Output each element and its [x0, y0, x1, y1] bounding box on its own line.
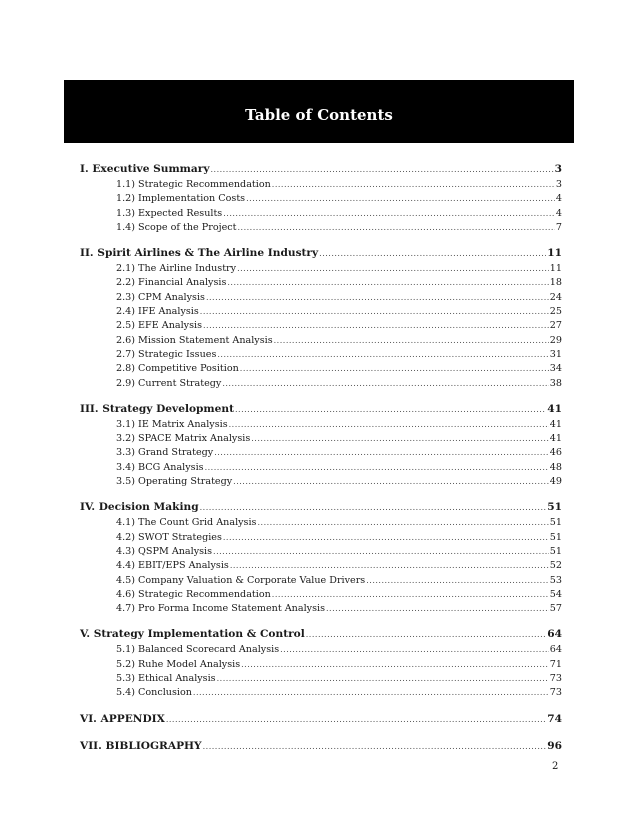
toc-entry-label: 2.9) Current Strategy [116, 377, 222, 389]
dot-leader [227, 278, 548, 287]
toc-entry[interactable] [80, 349, 562, 363]
toc-entry-label: 3.5) Operating Strategy [116, 476, 233, 488]
toc-entry-page: 71 [549, 658, 562, 670]
dot-leader [166, 715, 546, 724]
toc-entry[interactable] [80, 419, 562, 433]
toc-entry-page: 57 [549, 603, 562, 615]
toc-entry-label: 4.1) The Count Grid Analysis [116, 517, 257, 529]
toc-entry[interactable] [80, 179, 562, 193]
toc-entry-label: 2.5) EFE Analysis [116, 320, 202, 332]
toc-entry[interactable] [80, 306, 562, 320]
title-banner [64, 80, 574, 143]
toc-section-heading-label: V. Strategy Implementation & Control [80, 628, 305, 641]
toc-entry-page: 31 [549, 348, 562, 360]
toc-section-heading[interactable] [80, 163, 562, 179]
toc-section-heading[interactable] [80, 740, 562, 756]
toc-entry-page: 51 [549, 517, 562, 529]
toc-entry-label: 5.2) Ruhe Model Analysis [116, 658, 241, 670]
toc-section-heading-page: 51 [547, 501, 562, 514]
toc-entry[interactable] [80, 222, 562, 236]
dot-leader [200, 503, 547, 512]
dot-leader [246, 194, 555, 203]
dot-leader [326, 604, 549, 613]
toc-entry-label: 4.6) Strategic Recommendation [116, 588, 271, 600]
dot-leader [272, 180, 555, 189]
toc-entry-label: 2.1) The Airline Industry [116, 263, 237, 275]
toc-entry-page: 4 [555, 207, 562, 219]
toc-entry[interactable] [80, 532, 562, 546]
dot-leader [200, 307, 549, 316]
toc-entry-label: 5.1) Balanced Scorecard Analysis [116, 644, 280, 656]
toc-section-heading[interactable] [80, 247, 562, 263]
dot-leader [203, 742, 547, 751]
toc-entry-page: 41 [549, 418, 562, 430]
dot-leader [235, 405, 546, 414]
dot-leader [211, 165, 554, 174]
toc-entry-page: 27 [549, 320, 562, 332]
dot-leader [257, 518, 548, 527]
toc-section-heading-page: 64 [547, 628, 562, 641]
toc-section-heading[interactable] [80, 713, 562, 729]
toc-entry-label: 2.3) CPM Analysis [116, 291, 205, 303]
toc-section-heading-label: I. Executive Summary [80, 163, 210, 175]
toc-entry-label: 3.3) Grand Strategy [116, 447, 214, 459]
toc-entry-label: 2.6) Mission Statement Analysis [116, 334, 273, 346]
toc-entry-label: 4.5) Company Valuation & Corporate Value Drivers [116, 574, 366, 586]
toc-section-heading-label: IV. Decision Making [80, 501, 199, 514]
dot-leader [205, 463, 549, 472]
dot-leader [272, 590, 549, 599]
toc-title: Table of Contents [245, 105, 393, 124]
dot-leader [217, 350, 548, 359]
toc-entry[interactable] [80, 644, 562, 658]
dot-leader [223, 533, 549, 542]
dot-leader [240, 364, 549, 373]
toc-entry-page: 52 [549, 560, 562, 572]
toc-section-heading-page: 96 [547, 739, 562, 752]
toc-entry-label: 2.4) IFE Analysis [116, 306, 199, 318]
toc-section [80, 713, 562, 729]
toc-section [80, 247, 562, 392]
toc-entry-label: 3.1) IE Matrix Analysis [116, 418, 228, 430]
toc-entry-page: 51 [549, 531, 562, 543]
toc-section-heading-page: 74 [547, 712, 562, 725]
dot-leader [206, 293, 549, 302]
toc-entry-page: 4 [555, 193, 562, 205]
toc-entry-page: 29 [549, 334, 562, 346]
toc-entry[interactable] [80, 603, 562, 617]
toc-entry[interactable] [80, 320, 562, 334]
toc-entry[interactable] [80, 575, 562, 589]
dot-leader [251, 434, 549, 443]
toc-entry-label: 4.7) Pro Forma Income Statement Analysis [116, 603, 325, 615]
toc-section-heading-label: II. Spirit Airlines & The Airline Industry [80, 247, 319, 260]
toc-entry-page: 25 [549, 306, 562, 318]
toc-section [80, 740, 562, 756]
toc-entry-label: 3.2) SPACE Matrix Analysis [116, 433, 251, 445]
table-of-contents [80, 163, 562, 767]
toc-section-heading-page: 11 [547, 247, 562, 260]
toc-entry-page: 73 [549, 687, 562, 699]
toc-entry-label: 2.8) Competitive Position [116, 363, 239, 375]
dot-leader [366, 576, 549, 585]
toc-entry-page: 49 [549, 476, 562, 488]
toc-entry-page: 46 [549, 447, 562, 459]
dot-leader [274, 336, 549, 345]
dot-leader [237, 264, 549, 273]
toc-entry[interactable] [80, 447, 562, 461]
toc-entry-label: 4.4) EBIT/EPS Analysis [116, 560, 229, 572]
toc-section-heading-page: 3 [554, 163, 562, 175]
toc-section-heading[interactable] [80, 628, 562, 644]
toc-entry[interactable] [80, 560, 562, 574]
toc-section-heading[interactable] [80, 403, 562, 419]
dot-leader [222, 379, 548, 388]
toc-entry-page: 7 [555, 221, 562, 233]
dot-leader [280, 645, 549, 654]
toc-entry[interactable] [80, 263, 562, 277]
toc-entry-page: 48 [549, 461, 562, 473]
toc-entry[interactable] [80, 659, 562, 673]
toc-entry-page: 38 [549, 377, 562, 389]
toc-entry[interactable] [80, 193, 562, 207]
toc-entry[interactable] [80, 277, 562, 291]
toc-section-heading-page: 41 [547, 402, 562, 415]
toc-entry[interactable] [80, 517, 562, 531]
toc-section-heading-label: III. Strategy Development [80, 402, 234, 415]
dot-leader [230, 561, 549, 570]
dot-leader [213, 547, 549, 556]
toc-entry-label: 2.7) Strategic Issues [116, 348, 217, 360]
dot-leader [214, 448, 549, 457]
toc-entry[interactable] [80, 433, 562, 447]
toc-entry[interactable] [80, 546, 562, 560]
dot-leader [241, 660, 549, 669]
toc-entry-page: 54 [549, 588, 562, 600]
toc-entry-page: 53 [549, 574, 562, 586]
toc-entry[interactable] [80, 378, 562, 392]
toc-entry-label: 1.2) Implementation Costs [116, 193, 246, 205]
toc-entry-page: 18 [549, 277, 562, 289]
toc-entry[interactable] [80, 687, 562, 701]
toc-section-heading-label: VI. APPENDIX [80, 712, 165, 725]
toc-section-heading[interactable] [80, 501, 562, 517]
toc-entry-label: 5.3) Ethical Analysis [116, 673, 216, 685]
dot-leader [203, 321, 549, 330]
toc-entry-page: 34 [549, 363, 562, 375]
toc-section [80, 403, 562, 490]
toc-entry-label: 5.4) Conclusion [116, 687, 192, 699]
toc-entry-label: 3.4) BCG Analysis [116, 461, 204, 473]
dot-leader [229, 420, 549, 429]
toc-entry-label: 2.2) Financial Analysis [116, 277, 227, 289]
dot-leader [193, 688, 549, 697]
toc-entry-page: 64 [549, 644, 562, 656]
toc-entry[interactable] [80, 363, 562, 377]
toc-entry-label: 1.4) Scope of the Project [116, 221, 237, 233]
toc-section [80, 628, 562, 701]
toc-entry[interactable] [80, 673, 562, 687]
toc-entry-page: 51 [549, 545, 562, 557]
page-number: 2 [552, 761, 559, 772]
toc-entry-page: 11 [549, 263, 562, 275]
toc-entry-label: 1.1) Strategic Recommendation [116, 179, 271, 190]
toc-entry-label: 4.2) SWOT Strategies [116, 531, 222, 543]
toc-entry-page: 24 [549, 291, 562, 303]
toc-entry-page: 41 [549, 433, 562, 445]
toc-entry[interactable] [80, 335, 562, 349]
dot-leader [223, 209, 555, 218]
toc-section [80, 501, 562, 617]
toc-entry[interactable] [80, 589, 562, 603]
dot-leader [319, 249, 546, 258]
toc-entry[interactable] [80, 476, 562, 490]
dot-leader [233, 477, 549, 486]
toc-section-heading-label: VII. BIBLIOGRAPHY [80, 739, 202, 752]
dot-leader [306, 630, 546, 639]
toc-entry-label: 1.3) Expected Results [116, 207, 223, 219]
toc-entry[interactable] [80, 208, 562, 222]
toc-section [80, 163, 562, 236]
toc-entry[interactable] [80, 292, 562, 306]
toc-entry-label: 4.3) QSPM Analysis [116, 545, 213, 557]
dot-leader [237, 223, 554, 232]
dot-leader [217, 674, 549, 683]
toc-entry-page: 3 [555, 179, 562, 190]
toc-entry[interactable] [80, 462, 562, 476]
toc-entry-page: 73 [549, 673, 562, 685]
